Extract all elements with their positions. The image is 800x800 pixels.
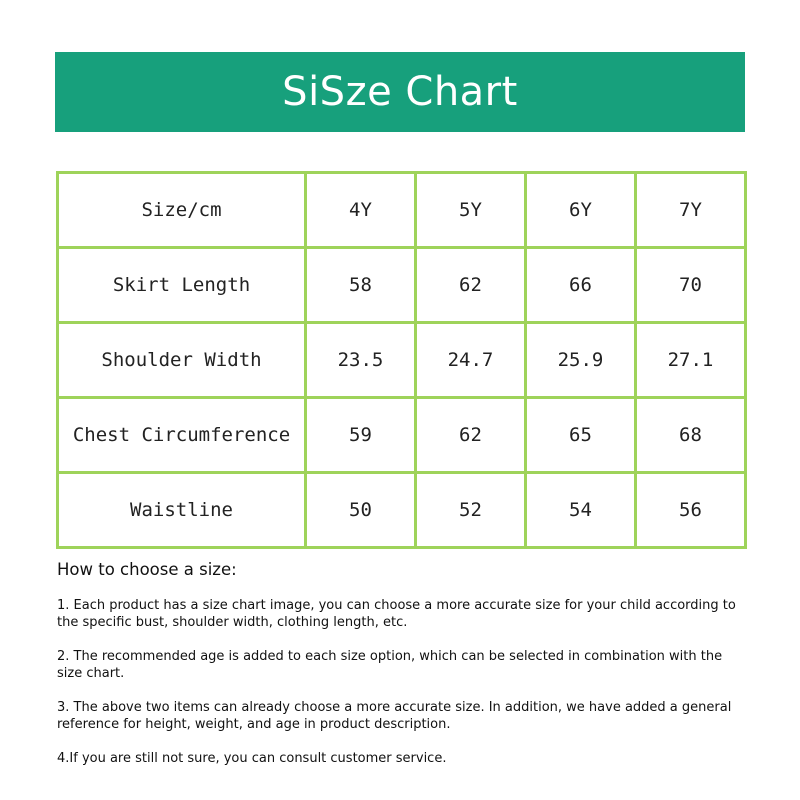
list-item: 1. Each product has a size chart image, you can choose a more accurate size for your child according to the specific bust, shoulder width, clothing length, etc. <box>57 598 736 630</box>
header-cell: 4Y <box>306 173 416 248</box>
header-cell: 7Y <box>636 173 746 248</box>
size-table <box>56 171 747 549</box>
table-cell: 27.1 <box>636 323 746 398</box>
table-row <box>58 248 746 323</box>
table-cell: 66 <box>526 248 636 323</box>
list-item: 2. The recommended age is added to each size option, which can be selected in combination with the size chart. <box>57 649 723 681</box>
table-cell: 58 <box>306 248 416 323</box>
table-cell: 68 <box>636 398 746 473</box>
title-banner <box>55 52 745 132</box>
list-item: 3. The above two items can already choose a more accurate size. In addition, we have added a general reference for height, weight, and age in product description. <box>57 700 732 732</box>
row-label: Shoulder Width <box>58 323 306 398</box>
table-cell: 52 <box>416 473 526 548</box>
table-row <box>58 398 746 473</box>
table-cell: 23.5 <box>306 323 416 398</box>
row-label: Skirt Length <box>58 248 306 323</box>
table-cell: 62 <box>416 398 526 473</box>
row-label: Waistline <box>58 473 306 548</box>
header-cell: 6Y <box>526 173 636 248</box>
table-row <box>58 473 746 548</box>
guide-list <box>57 597 747 784</box>
table-cell: 70 <box>636 248 746 323</box>
table-cell: 54 <box>526 473 636 548</box>
table-header-row <box>58 173 746 248</box>
table-cell: 25.9 <box>526 323 636 398</box>
table-cell: 59 <box>306 398 416 473</box>
list-item: 4.If you are still not sure, you can consult customer service. <box>57 751 447 766</box>
table-cell: 50 <box>306 473 416 548</box>
table-cell: 62 <box>416 248 526 323</box>
table-cell: 24.7 <box>416 323 526 398</box>
page-title: SiSze Chart <box>282 69 518 115</box>
table-cell: 65 <box>526 398 636 473</box>
guide-title: How to choose a size: <box>57 560 237 579</box>
header-cell: Size/cm <box>58 173 306 248</box>
header-cell: 5Y <box>416 173 526 248</box>
row-label: Chest Circumference <box>58 398 306 473</box>
table-cell: 56 <box>636 473 746 548</box>
table-row <box>58 323 746 398</box>
